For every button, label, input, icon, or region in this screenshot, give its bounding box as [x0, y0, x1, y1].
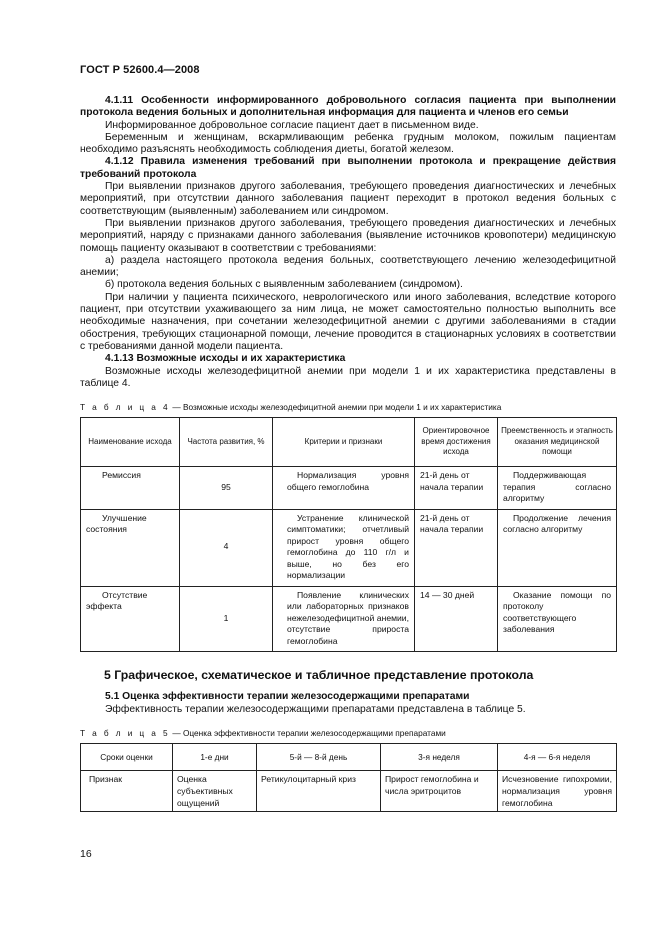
- table-cell: Появление клинических или лабораторных признаков нежелезодефицитной анемии, отсутствие прироста гемоглобина: [273, 586, 415, 652]
- paragraph: Эффективность терапии железосодержащими препаратами представлена в таблице 5.: [105, 703, 526, 715]
- table-cell: Исчезновение гипохромии, нормализация уровня гемоглобина: [498, 771, 617, 812]
- table-cell: Продолжение лечения согласно алгоритму: [498, 509, 617, 586]
- section-4-1-11-title: 4.1.11 Особенности информированного добровольного согласия пациента при выполнении протокола ведения больных и дополнительная информация для пациента и членов его семьи: [80, 95, 616, 119]
- table-cell: Оказание помощи по протоколу соответствующего заболевания: [498, 586, 617, 652]
- table-header-cell: 4-я — 6-я неделя: [498, 744, 617, 771]
- table-header-row: [81, 418, 617, 467]
- table-header-cell: Частота развития, %: [180, 418, 273, 467]
- section-5-title: 5 Графическое, схематическое и табличное представление протокола: [104, 668, 534, 683]
- table-header-cell: 1-е дни: [173, 744, 257, 771]
- table-cell: Ретикулоцитарный криз: [257, 771, 381, 812]
- table-row: [81, 467, 617, 510]
- table-5-caption: Т а б л и ц а 5 — Оценка эффективности терапии железосодержащими препаратами: [80, 728, 446, 739]
- table-cell: Прирост гемоглобина и числа эритроцитов: [381, 771, 498, 812]
- table-cell: Ремиссия: [81, 467, 180, 510]
- section-5-1-title: 5.1 Оценка эффективности терапии железосодержащими препаратами: [105, 691, 470, 703]
- table-header-cell: 5-й — 8-й день: [257, 744, 381, 771]
- table-header-cell: Критерии и признаки: [273, 418, 415, 467]
- table-header-cell: 3-я неделя: [381, 744, 498, 771]
- paragraph: Беременным и женщинам, вскармливающим ребенка грудным молоком, пожилым пациентам необходимо разъяснять необходимость соблюдения диеты, богатой железом.: [80, 131, 616, 156]
- paragraph: При выявлении признаков другого заболевания, требующего проведения диагностических и лечебных мероприятий, наряду с признаками данного заболевания (выявление источников кровопотери) медицинскую помощь пациенту оказывают в соответствии с требованиями:: [80, 217, 616, 254]
- table-cell: Поддерживающая терапия согласно алгоритму: [498, 467, 617, 510]
- page-content: [80, 95, 616, 812]
- table-header-cell: Сроки оценки: [81, 744, 173, 771]
- table-row: [81, 509, 617, 586]
- table-header-cell: Наименование исхода: [81, 418, 180, 467]
- document-header: ГОСТ Р 52600.4—2008: [80, 64, 200, 76]
- paragraph: При выявлении признаков другого заболевания, требующего проведения диагностических и лечебных мероприятий, при отсутствии данного заболевания пациент переходит в протокол ведения больных с соответствующим (выявленным) заболеванием или синдромом.: [80, 181, 616, 217]
- page-number: 16: [80, 848, 92, 860]
- section-4-1-12-title: 4.1.12 Правила изменения требований при выполнении протокола и прекращение действия требований протокола: [80, 156, 616, 180]
- paragraph: При наличии у пациента психического, неврологического или иного заболевания, вследствие которого пациент, при отсутствии ухаживающего за ним лица, не может самостоятельно полностью выполнить все необходимые назначения, при сочетании железодефицитной анемии с другими заболеваниями в стадии обострения, требующих стационарной помощи, лечение проводится в стационарных условиях в соответствии с требованиями данной модели пациента.: [80, 291, 616, 352]
- paragraph: б) протокола ведения больных с выявленным заболеванием (синдромом).: [105, 279, 463, 291]
- table-row: [81, 771, 617, 812]
- table-cell: Улучшение состояния: [81, 509, 180, 586]
- paragraph: Возможные исходы железодефицитной анемии при модели 1 и их характеристика представлены в таблице 4.: [80, 365, 616, 389]
- table-cell: Устранение клинической симптоматики; отчетливый прирост уровня общего гемоглобина до 110 г/л и выше, но без его нормализации: [273, 509, 415, 586]
- paragraph: Информированное добровольное согласие пациент дает в письменном виде.: [105, 119, 479, 131]
- table-4-caption: Т а б л и ц а 4 — Возможные исходы железодефицитной анемии при модели 1 и их характеристика: [80, 402, 502, 413]
- paragraph: а) раздела настоящего протокола ведения больных, соответствующего лечению железодефицитной анемии;: [80, 254, 616, 279]
- table-header-cell: Преемственность и этапность оказания медицинской помощи: [498, 418, 617, 467]
- table-cell: 21-й день от начала терапии: [415, 509, 498, 586]
- table-cell: Оценка субъективных ощущений: [173, 771, 257, 812]
- table-row: [81, 586, 617, 652]
- table-header-cell: Ориентировочное время достижения исхода: [415, 418, 498, 467]
- table-5: [80, 743, 617, 812]
- table-cell: Отсутствие эффекта: [81, 586, 180, 652]
- table-cell: 21-й день от начала терапии: [415, 467, 498, 510]
- table-cell: 95: [180, 467, 273, 510]
- table-cell: Признак: [81, 771, 173, 812]
- table-cell: 4: [180, 509, 273, 586]
- table-cell: 1: [180, 586, 273, 652]
- section-4-1-13-title: 4.1.13 Возможные исходы и их характеристика: [105, 353, 346, 365]
- table-4: [80, 417, 617, 652]
- table-cell: Нормализация уровня общего гемоглобина: [273, 467, 415, 510]
- table-cell: 14 — 30 дней: [415, 586, 498, 652]
- table-header-row: [81, 744, 617, 771]
